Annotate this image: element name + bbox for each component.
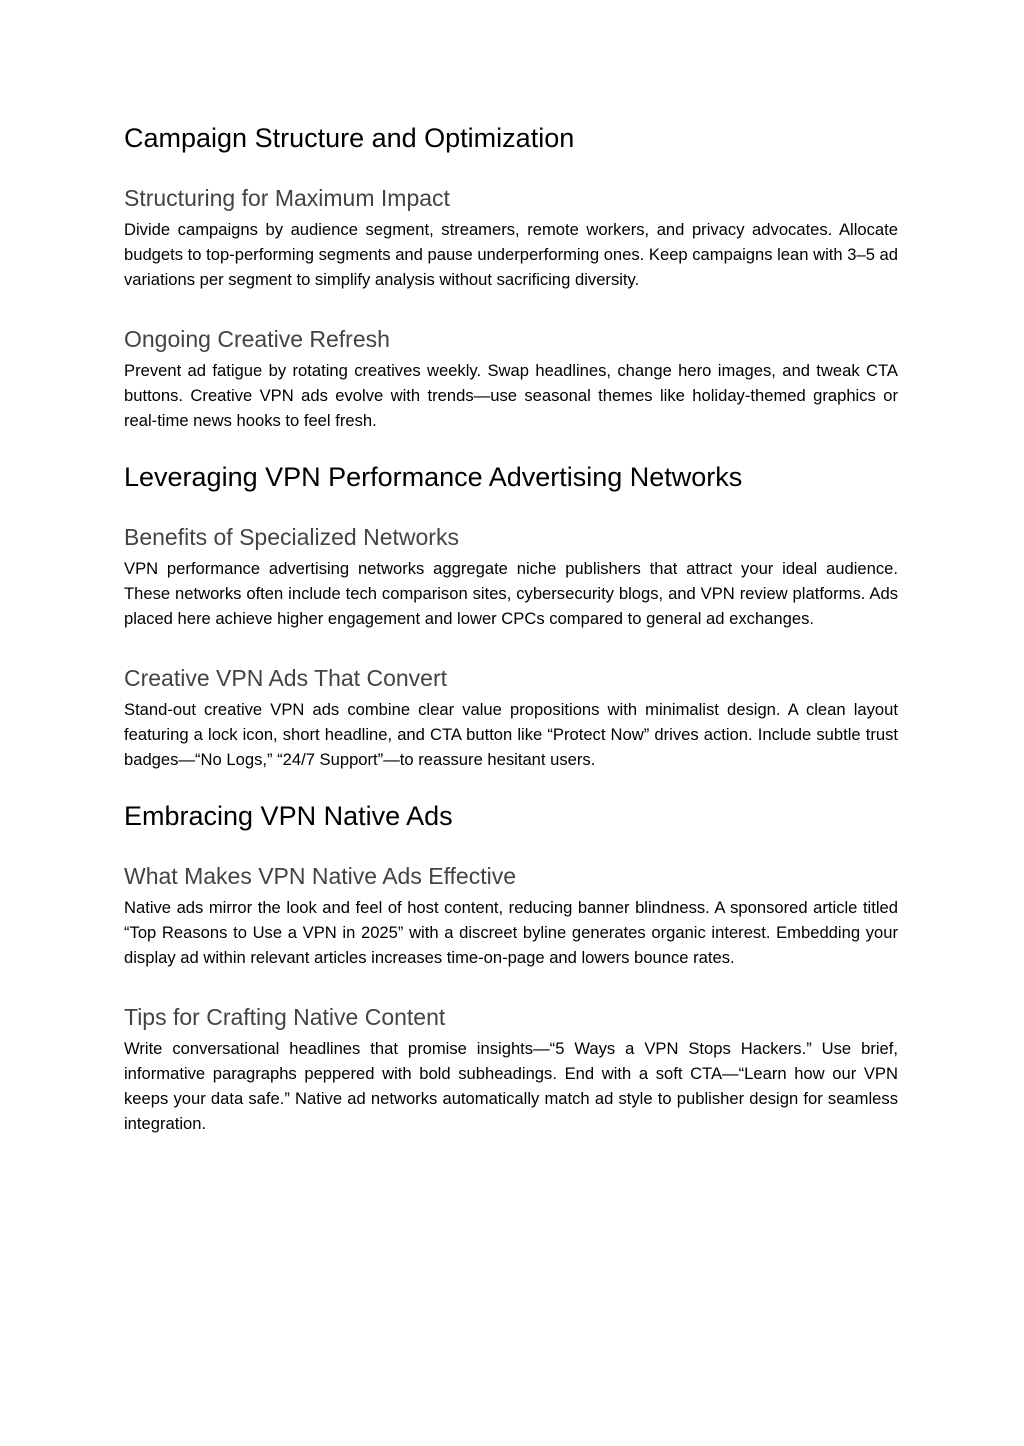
section-native-ads: [124, 798, 898, 1136]
paragraph: Native ads mirror the look and feel of host content, reducing banner blindness. A sponsored article titled “Top Reasons to Use a VPN in 2025” with a discreet byline generates organic interest. Embedding your display ad within relevant articles increases time‑on‑page and lowers bounce rates.: [124, 898, 898, 967]
subsection-heading: Benefits of Specialized Networks: [124, 524, 459, 550]
subsection-heading: Creative VPN Ads That Convert: [124, 665, 447, 691]
section-performance-networks: [124, 459, 898, 772]
subsection-heading: Structuring for Maximum Impact: [124, 185, 450, 211]
subsection-specialized-networks: [124, 521, 898, 631]
document-body: [124, 120, 898, 1136]
paragraph: Stand‑out creative VPN ads combine clear value propositions with minimalist design. A clean layout featuring a lock icon, short headline, and CTA button like “Protect Now” drives action. Include subtle trust badges—“No Logs,” “24/7 Support”—to reassure hesitant users.: [124, 700, 898, 769]
subsection-structuring: [124, 182, 898, 292]
subsection-native-effective: [124, 860, 898, 970]
subsection-heading: What Makes VPN Native Ads Effective: [124, 863, 517, 889]
section-campaign-structure: [124, 120, 898, 433]
paragraph: Prevent ad fatigue by rotating creatives weekly. Swap headlines, change hero images, and tweak CTA buttons. Creative VPN ads evolve with trends—use seasonal themes like holiday‑themed graphics or real‑time news hooks to feel fresh.: [124, 361, 898, 430]
section-heading: Leveraging VPN Performance Advertising Networks: [124, 462, 743, 492]
subsection-creative-ads: [124, 662, 898, 772]
subsection-native-tips: [124, 1001, 898, 1136]
paragraph: Write conversational headlines that promise insights—“5 Ways a VPN Stops Hackers.” Use brief, informative paragraphs peppered with bold subheadings. End with a soft CTA—“Learn how our VPN keeps your data safe.” Native ad networks automatically match ad style to publisher design for seamless integration.: [124, 1039, 898, 1133]
subsection-creative-refresh: [124, 323, 898, 433]
section-heading: Campaign Structure and Optimization: [124, 123, 575, 153]
paragraph: Divide campaigns by audience segment, streamers, remote workers, and privacy advocates. Allocate budgets to top‑performing segments and pause underperforming ones. Keep campaigns lean with 3–5 ad variations per segment to simplify analysis without sacrificing diversity.: [124, 220, 898, 289]
section-heading: Embracing VPN Native Ads: [124, 801, 453, 831]
paragraph: VPN performance advertising networks aggregate niche publishers that attract your ideal audience. These networks often include tech comparison sites, cybersecurity blogs, and VPN review platforms. Ads placed here achieve higher engagement and lower CPCs compared to general ad exchanges.: [124, 559, 898, 628]
subsection-heading: Tips for Crafting Native Content: [124, 1004, 446, 1030]
subsection-heading: Ongoing Creative Refresh: [124, 326, 390, 352]
